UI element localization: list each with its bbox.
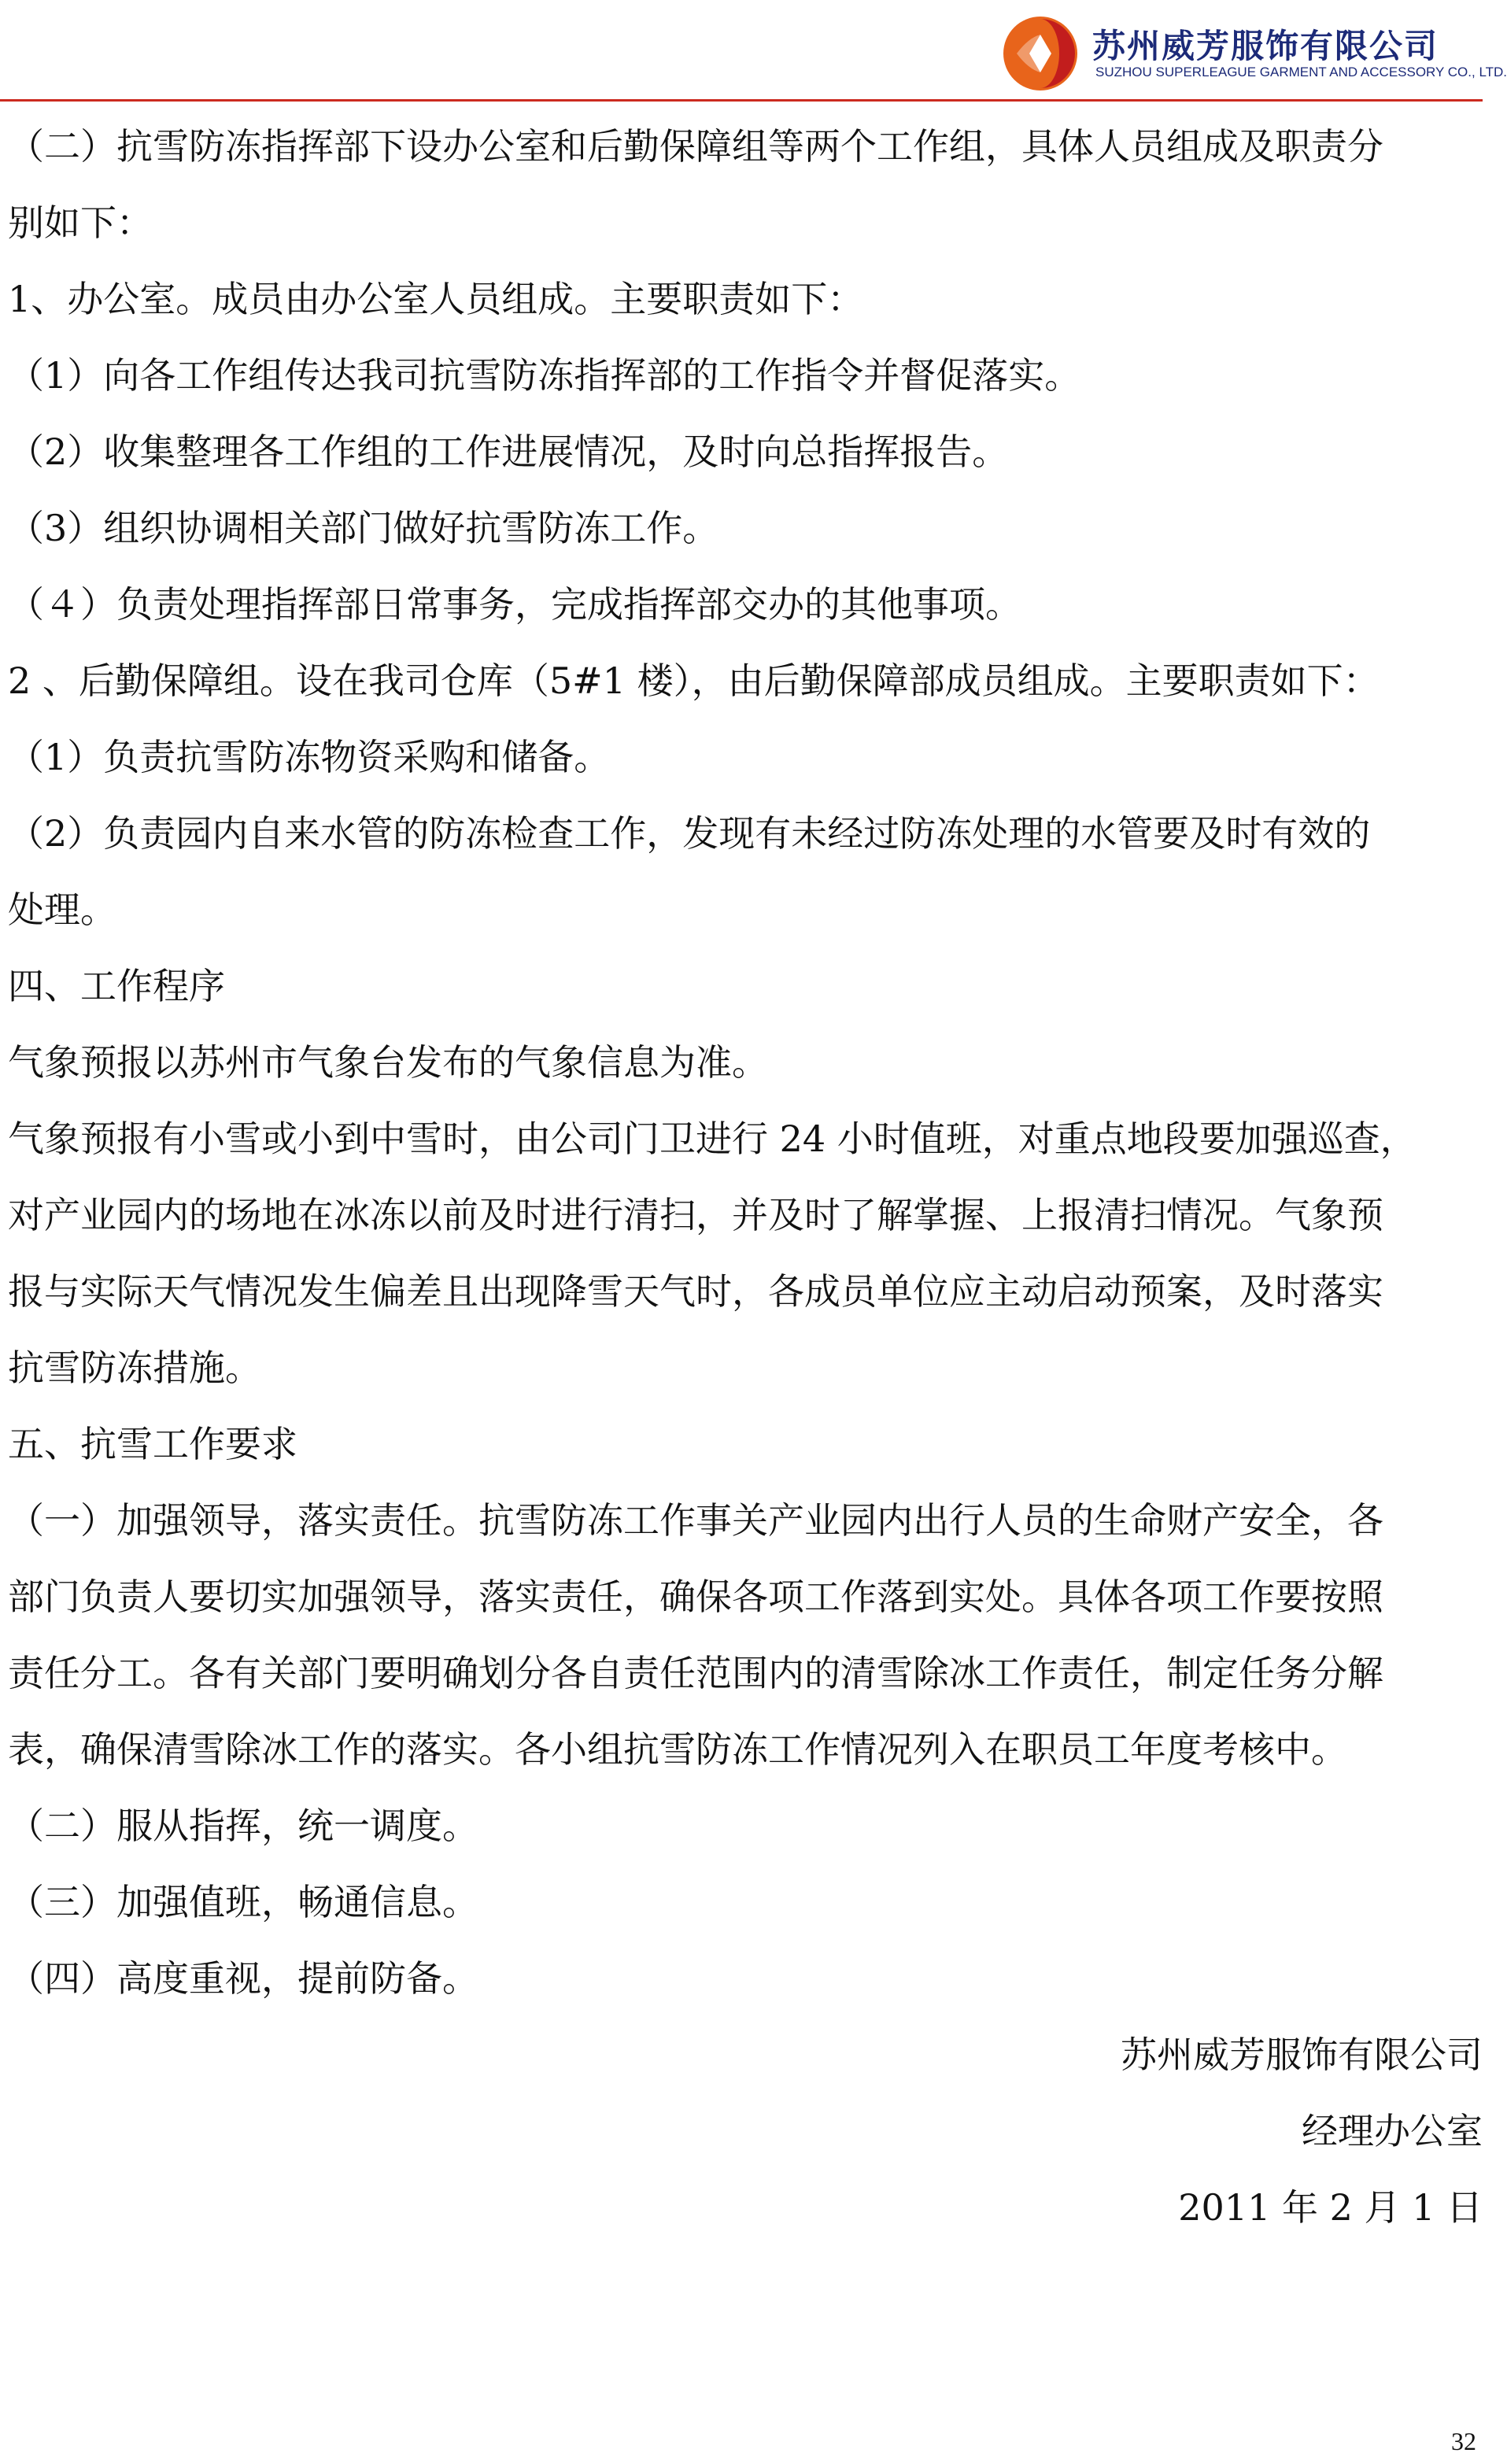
body-line: 2 、后勤保障组。设在我司仓库（5#1 楼），由后勤保障部成员组成。主要职责如下： <box>8 659 1380 702</box>
signature-company: 苏州威芳服饰有限公司 <box>1121 2034 1483 2076</box>
header-divider <box>0 99 1483 102</box>
body-line: （1）向各工作组传达我司抗雪防冻指挥部的工作指令并督促落实。 <box>8 354 1081 397</box>
body-line: 气象预报以苏州市气象台发布的气象信息为准。 <box>8 1041 768 1084</box>
body-line: （三）加强值班，畅通信息。 <box>8 1881 478 1923</box>
body-line: 报与实际天气情况发生偏差且出现降雪天气时，各成员单位应主动启动预案，及时落实 <box>8 1270 1383 1313</box>
body-line: （４）负责处理指挥部日常事务，完成指挥部交办的其他事项。 <box>8 583 1021 626</box>
body-line: （一）加强领导，落实责任。抗雪防冻工作事关产业园内出行人员的生命财产安全，各 <box>8 1499 1383 1542</box>
body-line: 责任分工。各有关部门要明确划分各自责任范围内的清雪除冰工作责任，制定任务分解 <box>8 1652 1383 1694</box>
body-line: 处理。 <box>8 888 116 931</box>
body-line: 别如下： <box>8 201 153 244</box>
company-name-en: SUZHOU SUPERLEAGUE GARMENT AND ACCESSORY CO., LTD. <box>1095 65 1507 79</box>
body-line: （2）负责园内自来水管的防冻检查工作，发现有未经过防冻处理的水管要及时有效的 <box>8 812 1371 855</box>
signature-date: 2011 年 2 月 1 日 <box>1178 2186 1483 2229</box>
body-line: 气象预报有小雪或小到中雪时，由公司门卫进行 24 小时值班，对重点地段要加强巡查， <box>8 1117 1417 1160</box>
body-line: 对产业园内的场地在冰冻以前及时进行清扫，并及时了解掌握、上报清扫情况。气象预 <box>8 1194 1383 1236</box>
body-line: （二）服从指挥，统一调度。 <box>8 1805 478 1847</box>
section-heading: 五、抗雪工作要求 <box>8 1423 297 1465</box>
section-heading: 四、工作程序 <box>8 965 225 1007</box>
body-line: 部门负责人要切实加强领导，落实责任，确保各项工作落到实处。具体各项工作要按照 <box>8 1576 1383 1618</box>
body-line: （二）抗雪防冻指挥部下设办公室和后勤保障组等两个工作组，具体人员组成及职责分 <box>8 125 1383 168</box>
body-line: （四）高度重视，提前防备。 <box>8 1957 478 2000</box>
body-line: 抗雪防冻措施。 <box>8 1347 261 1389</box>
company-logo-icon <box>1001 14 1080 93</box>
company-name-cn: 苏州威芳服饰有限公司 <box>1092 27 1439 65</box>
signature-department: 经理办公室 <box>1302 2110 1483 2152</box>
body-line: 表，确保清雪除冰工作的落实。各小组抗雪防冻工作情况列入在职员工年度考核中。 <box>8 1728 1347 1771</box>
page-header <box>0 0 1507 102</box>
body-line: （2）收集整理各工作组的工作进展情况，及时向总指挥报告。 <box>8 430 1009 473</box>
page-number: 32 <box>1451 2427 1476 2455</box>
body-line: （1）负责抗雪防冻物资采购和储备。 <box>8 736 611 778</box>
document-body <box>8 109 1483 2246</box>
body-line: （3）组织协调相关部门做好抗雪防冻工作。 <box>8 507 719 549</box>
body-line: 1、办公室。成员由办公室人员组成。主要职责如下： <box>8 278 864 320</box>
